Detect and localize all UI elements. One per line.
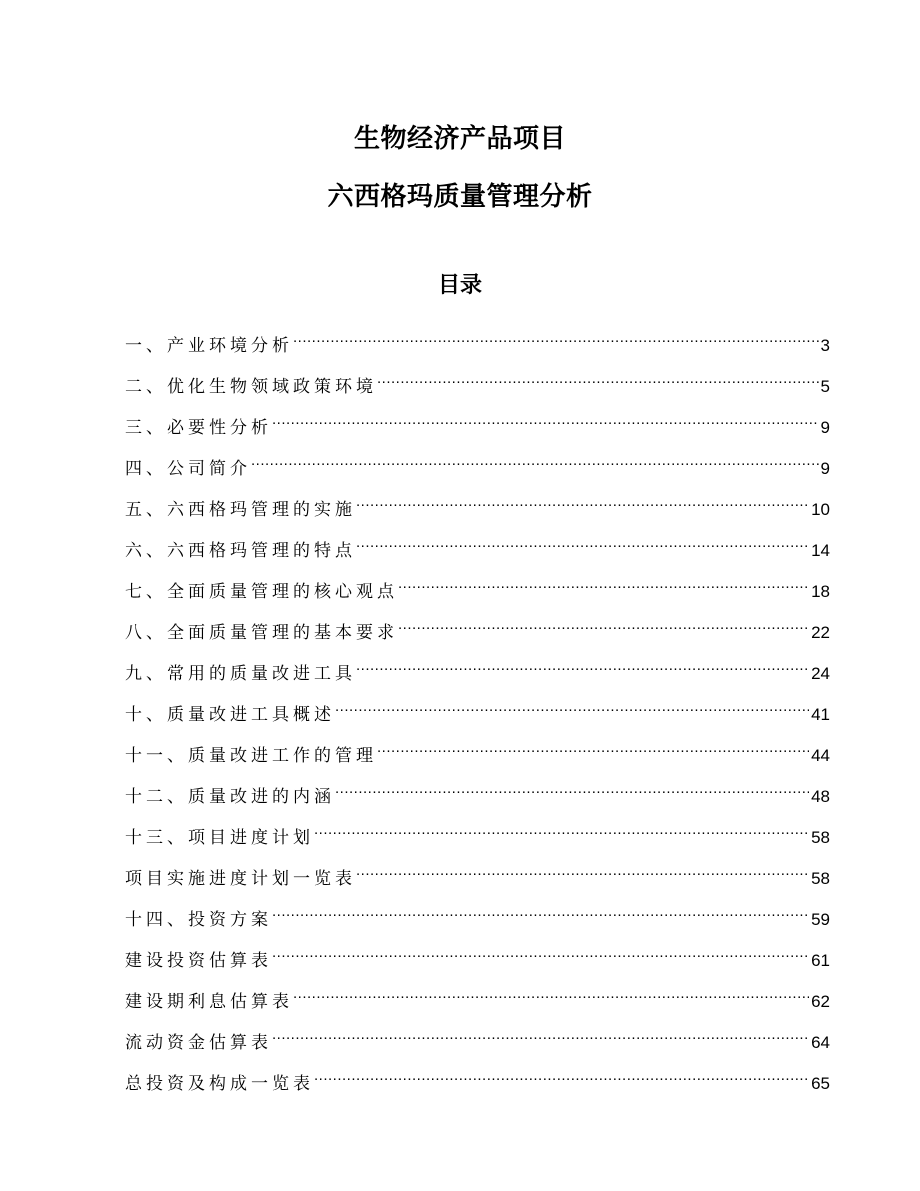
toc-dot-leader	[335, 692, 809, 720]
toc-entry-page-number: 64	[811, 1033, 830, 1052]
toc-dot-leader	[356, 528, 809, 556]
toc-entry[interactable]	[125, 897, 830, 938]
toc-entry-label: 必要性分析	[167, 418, 272, 438]
document-title: 生物经济产品项目	[353, 124, 566, 154]
toc-entry-label: 六西格玛管理的实施	[167, 500, 356, 520]
toc-entry-label: 建设投资估算表	[125, 951, 272, 971]
toc-entry-page-number: 58	[811, 869, 830, 888]
toc-entry[interactable]	[125, 446, 830, 487]
toc-entry[interactable]	[125, 569, 830, 610]
toc-entry-number: 一、	[125, 336, 167, 356]
toc-entry-number: 三、	[125, 418, 167, 438]
toc-entry-page-number: 9	[820, 459, 830, 478]
toc-entry-label: 建设期利息估算表	[125, 992, 293, 1012]
toc-dot-leader	[251, 446, 819, 474]
toc-entry-number: 八、	[125, 623, 167, 643]
toc-dot-leader	[293, 323, 819, 351]
toc-entry[interactable]	[125, 733, 830, 774]
toc-dot-leader	[272, 938, 809, 966]
toc-entry[interactable]	[125, 610, 830, 651]
toc-entry-number: 九、	[125, 664, 167, 684]
toc-entry[interactable]	[125, 651, 830, 692]
toc-entry-page-number: 65	[811, 1074, 830, 1093]
toc-entry-page-number: 5	[820, 377, 830, 396]
toc-entry-label: 质量改进工具概述	[167, 705, 335, 725]
toc-dot-leader	[314, 815, 809, 843]
toc-entry[interactable]	[125, 405, 830, 446]
toc-entry-label: 全面质量管理的核心观点	[167, 582, 398, 602]
toc-entry-label: 项目实施进度计划一览表	[125, 869, 356, 889]
toc-entry-page-number: 41	[811, 705, 830, 724]
toc-entry-page-number: 18	[811, 582, 830, 601]
toc-entry-number: 七、	[125, 582, 167, 602]
toc-heading: 目录	[437, 273, 482, 298]
toc-entry-number: 十二、	[125, 787, 188, 807]
toc-entry-page-number: 62	[811, 992, 830, 1011]
toc-dot-leader	[356, 651, 809, 679]
toc-entry[interactable]	[125, 528, 830, 569]
toc-entry-page-number: 10	[811, 500, 830, 519]
toc-entry-page-number: 22	[811, 623, 830, 642]
toc-entry-label: 六西格玛管理的特点	[167, 541, 356, 561]
toc-entry-label: 流动资金估算表	[125, 1033, 272, 1053]
toc-entry-label: 投资方案	[188, 910, 272, 930]
toc-dot-leader	[335, 774, 809, 802]
toc-entry-label: 常用的质量改进工具	[167, 664, 356, 684]
document-subtitle: 六西格玛质量管理分析	[327, 182, 593, 212]
toc-entry-label: 质量改进的内涵	[188, 787, 335, 807]
toc-entry-page-number: 48	[811, 787, 830, 806]
toc-dot-leader	[272, 1020, 809, 1048]
toc-dot-leader	[272, 897, 809, 925]
toc-entry-number: 十四、	[125, 910, 188, 930]
toc-entry[interactable]	[125, 979, 830, 1020]
toc-entry-page-number: 61	[811, 951, 830, 970]
toc-entry-page-number: 58	[811, 828, 830, 847]
toc-entry[interactable]	[125, 364, 830, 405]
toc-entry-number: 六、	[125, 541, 167, 561]
toc-dot-leader	[398, 610, 809, 638]
toc-entry-number: 四、	[125, 459, 167, 479]
toc-dot-leader	[314, 1061, 809, 1089]
toc-entry[interactable]	[125, 815, 830, 856]
toc-entry-number: 二、	[125, 377, 167, 397]
toc-dot-leader	[398, 569, 809, 597]
toc-entry-number: 十三、	[125, 828, 188, 848]
toc-entry-page-number: 44	[811, 746, 830, 765]
toc-entry-label: 优化生物领域政策环境	[167, 377, 377, 397]
toc-entry[interactable]	[125, 938, 830, 979]
toc-entry-number: 十一、	[125, 746, 188, 766]
toc-entry[interactable]	[125, 774, 830, 815]
toc-entry-page-number: 14	[811, 541, 830, 560]
toc-entry-page-number: 59	[811, 910, 830, 929]
toc-entry-number: 五、	[125, 500, 167, 520]
toc-dot-leader	[377, 733, 809, 761]
toc-entry-label: 公司简介	[167, 459, 251, 479]
toc-entry-page-number: 3	[820, 336, 830, 355]
toc-entry[interactable]	[125, 487, 830, 528]
toc-entry[interactable]	[125, 1020, 830, 1061]
toc-dot-leader	[293, 979, 809, 1007]
toc-entry[interactable]	[125, 856, 830, 897]
toc-entry-label: 全面质量管理的基本要求	[167, 623, 398, 643]
toc-entry-label: 质量改进工作的管理	[188, 746, 377, 766]
toc-entry-page-number: 9	[820, 418, 830, 437]
toc-entry-number: 十、	[125, 705, 167, 725]
toc-entry[interactable]	[125, 1061, 830, 1102]
toc-dot-leader	[377, 364, 819, 392]
toc-entry-label: 总投资及构成一览表	[125, 1074, 314, 1094]
toc-entry-label: 产业环境分析	[167, 336, 293, 356]
toc-entry[interactable]	[125, 692, 830, 733]
toc-dot-leader	[356, 856, 809, 884]
toc-dot-leader	[272, 405, 819, 433]
toc-entry[interactable]	[125, 323, 830, 364]
toc-entry-label: 项目进度计划	[188, 828, 314, 848]
toc-dot-leader	[356, 487, 809, 515]
table-of-contents	[125, 323, 830, 1102]
toc-entry-page-number: 24	[811, 664, 830, 683]
